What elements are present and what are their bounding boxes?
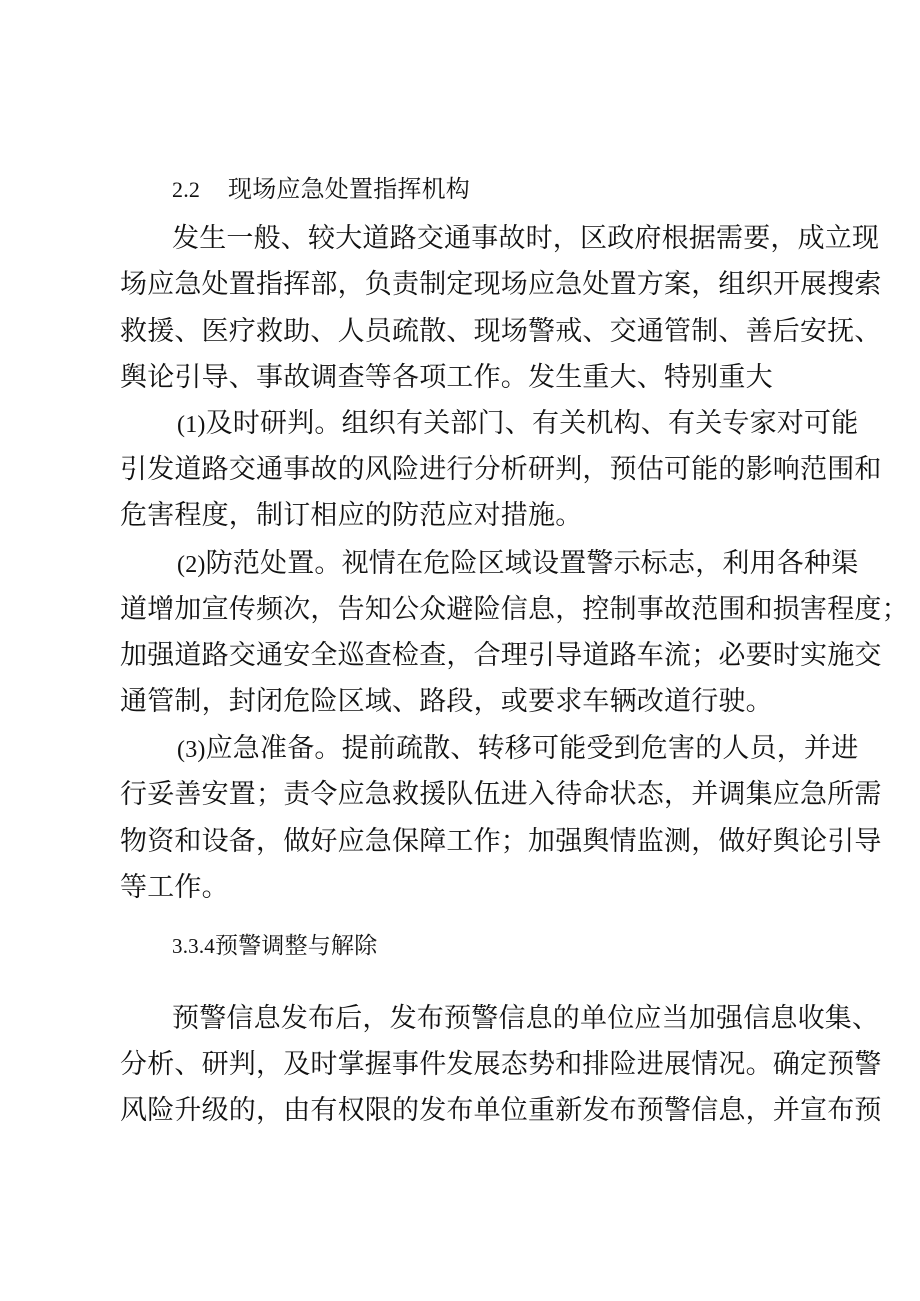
section-title: 预警调整与解除 <box>215 933 378 959</box>
list-item-marker: (1) <box>177 412 206 438</box>
paragraph-line: 危害程度，制订相应的防范应对措施。 <box>120 500 583 531</box>
paragraph-line: 分析、研判，及时掌握事件发展态势和排险进展情况。确定预警 <box>120 1049 882 1080</box>
section-heading-2-2 <box>172 172 872 207</box>
section-title: 现场应急处置指挥机构 <box>228 175 470 203</box>
paragraph-line: 通管制，封闭危险区域、路段，或要求车辆改道行驶。 <box>120 686 773 717</box>
section-number: 2.2 <box>172 177 201 202</box>
list-item-2-first-line <box>177 547 877 582</box>
paragraph-line: 行妥善安置；责令应急救援队伍进入待命状态，并调集应急所需 <box>120 779 882 810</box>
list-item-1-first-line <box>177 407 877 442</box>
paragraph-line: 加强道路交通安全巡查检查，合理引导道路车流；必要时实施交 <box>120 640 882 671</box>
paragraph-line: 发生一般、较大道路交通事故时，区政府根据需要，成立现 <box>172 223 880 254</box>
list-item-marker: (2) <box>177 552 206 578</box>
paragraph-line: 舆论引导、事故调查等各项工作。发生重大、特别重大 <box>120 362 773 393</box>
list-item-text: 防范处置。视情在危险区域设置警示标志，利用各种渠 <box>205 548 859 579</box>
paragraph-line: 物资和设备，做好应急保障工作；加强舆情监测，做好舆论引导 <box>120 826 882 857</box>
paragraph-line: 预警信息发布后，发布预警信息的单位应当加强信息收集、 <box>172 1003 880 1034</box>
list-item-text: 及时研判。组织有关部门、有关机构、有关专家对可能 <box>205 408 859 439</box>
paragraph-line: 救援、医疗救助、人员疏散、现场警戒、交通管制、善后安抚、 <box>120 316 882 347</box>
paragraph-line: 等工作。 <box>120 872 229 903</box>
section-number: 3.3.4 <box>172 934 215 958</box>
section-heading-3-3-4 <box>172 928 872 963</box>
list-item-marker: (3) <box>177 737 206 763</box>
list-item-text: 应急准备。提前疏散、转移可能受到危害的人员，并进 <box>205 733 859 764</box>
paragraph-line: 场应急处置指挥部，负责制定现场应急处置方案，组织开展搜索 <box>120 269 882 300</box>
paragraph-line: 道增加宣传频次，告知公众避险信息，控制事故范围和损害程度； <box>120 594 909 625</box>
paragraph-line: 风险升级的，由有权限的发布单位重新发布预警信息，并宣布预 <box>120 1095 882 1126</box>
paragraph-line: 引发道路交通事故的风险进行分析研判，预估可能的影响范围和 <box>120 454 882 485</box>
list-item-3-first-line <box>177 732 877 767</box>
